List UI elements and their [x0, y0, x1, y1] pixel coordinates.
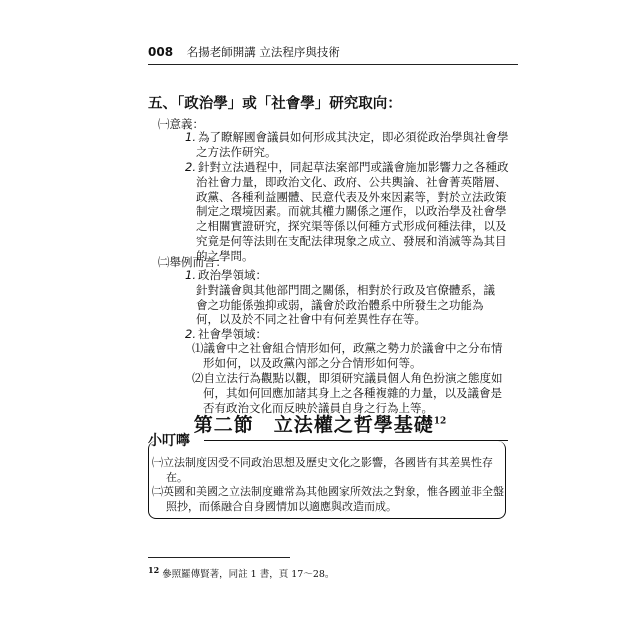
text-line: 何，其如何回應加諸其身上之各種複雜的力量，以及議會是	[203, 385, 502, 400]
item-number: 1.	[185, 130, 196, 144]
examples-item-2	[185, 327, 267, 342]
footnote-rule	[148, 557, 290, 558]
text-line: 之方法作研究。	[196, 144, 277, 159]
book-title: 名揚老師開講 立法程序與技術	[186, 45, 340, 59]
footnote	[148, 565, 334, 580]
item-number: 2.	[185, 160, 196, 174]
reminder-item-2	[152, 484, 504, 514]
reminder-title-text: 小叮嚀	[148, 433, 190, 449]
footnote-ref: 12	[433, 416, 447, 427]
examples-heading: ㈡舉例而言：	[158, 255, 227, 269]
text-line: 照抄，而係融合自身國情加以適應與改造而成。	[166, 500, 397, 513]
item-label: 社會學領域：	[197, 327, 267, 341]
meaning-heading: ㈠意義：	[158, 117, 204, 131]
examples-item-1	[185, 268, 495, 327]
reminder-item-1	[152, 455, 493, 485]
text-line: ㈡英國和美國之立法制度雖常為其他國家所效法之對象，惟各國並非全盤	[152, 485, 504, 498]
text-line: 的之學問。	[196, 248, 254, 263]
chapter-title-text: 第二節 立法權之哲學基礎	[193, 414, 434, 436]
text-line: 制定之環境因素。而就其權力關係之運作，以政治學及社會學	[196, 204, 507, 219]
page-number: 008	[148, 45, 174, 59]
text-line: 治社會力量，即政治文化、政府、公共輿論、社會菁英階層、	[196, 174, 507, 189]
sub-number: ⑵	[192, 371, 204, 385]
footnote-number: 12	[148, 565, 160, 575]
examples-sub-2	[192, 371, 503, 415]
meaning-item-1	[185, 130, 508, 160]
text-line: 否有政治文化而反映於議員自身之行為上等。	[203, 400, 433, 415]
examples-sub-1	[192, 341, 503, 371]
text-line: 為了瞭解國會議員如何形成其決定，即必須從政治學與社會學	[197, 130, 509, 144]
text-line: 自立法行為觀點以觀，即須研究議員個人角色扮演之態度如	[203, 371, 503, 385]
text-line: 在。	[166, 471, 188, 484]
header-rule	[148, 64, 518, 65]
text-line: 針對立法過程中，同起草法案部門或議會施加影響力之各種政	[197, 160, 509, 174]
text-line: 形如何，以及政黨內部之分合情形如何等。	[203, 355, 422, 370]
text-line: 會之功能係強抑或弱，議會於政治體系中所發生之功能為	[196, 297, 484, 312]
running-header	[148, 44, 340, 60]
item-number: 1.	[185, 268, 196, 282]
text-line: 政黨、各種利益團體、民意代表及外來因素等，對於立法政策	[196, 189, 507, 204]
text-line: 何，以及於不同之社會中有何差異性存在等。	[196, 312, 426, 327]
text-line: 議會中之社會組合情形如何，政黨之勢力於議會中之分布情	[203, 341, 503, 355]
sub-number: ⑴	[192, 341, 204, 355]
footnote-text: 參照羅傳賢著，同註 1 書，頁 17～28。	[162, 569, 335, 581]
meaning-item-2	[185, 160, 508, 264]
item-label: 政治學領域：	[197, 268, 267, 282]
text-line: 究竟是何等法則在支配法律現象之成立、發展和消滅等為其目	[196, 233, 507, 248]
text-line: 之相關實證研究，探究渠等係以何種方式形成何種法律，以及	[196, 219, 507, 234]
text-line: ㈠立法制度因受不同政治思想及歷史文化之影響，各國皆有其差異性存	[152, 456, 493, 469]
section-title: 五、「政治學」或「社會學」研究取向：	[148, 96, 402, 112]
text-line: 針對議會與其他部門間之關係，相對於行政及官僚體系，議	[196, 282, 495, 297]
item-number: 2.	[185, 327, 196, 341]
